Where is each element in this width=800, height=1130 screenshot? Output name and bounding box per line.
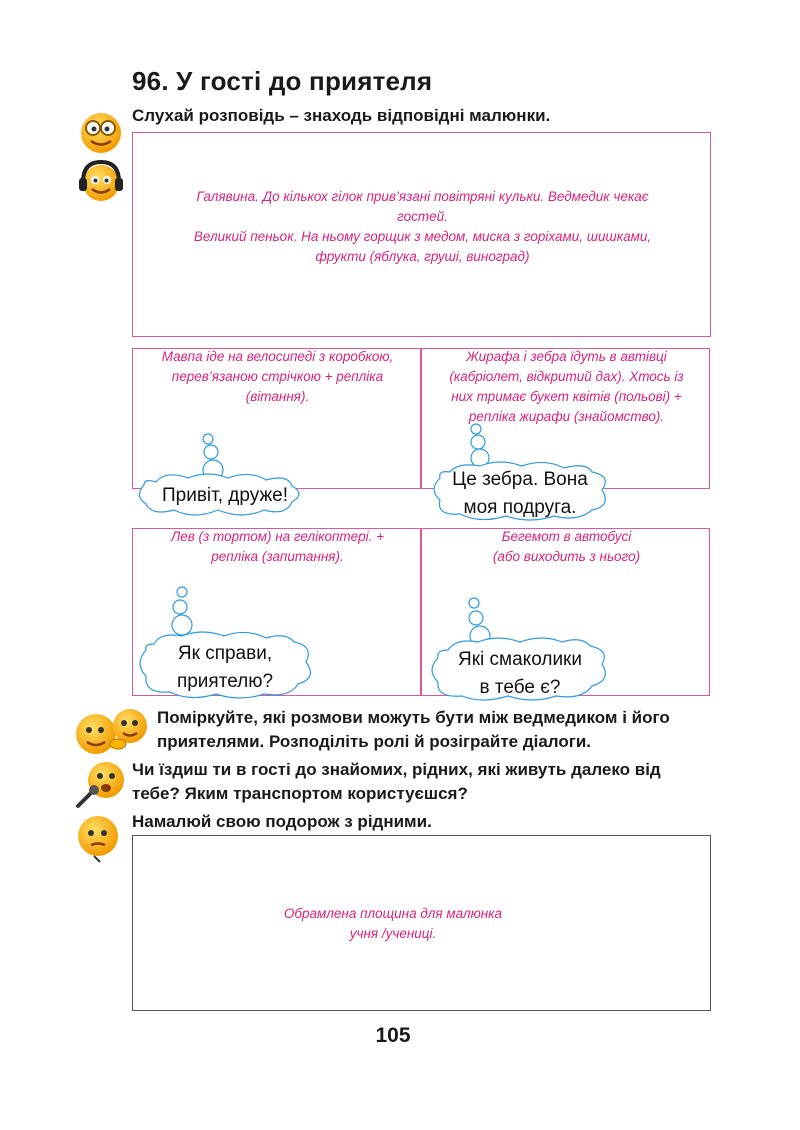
glasses-emoji-icon bbox=[76, 106, 126, 156]
lion-bubble-line: приятелю? bbox=[176, 671, 274, 692]
lion-note-line: Лев (з тортом) на гелікоптері. + bbox=[170, 529, 385, 544]
task-travel-line: тебе? Яким транспортом користуєшся? bbox=[132, 784, 468, 803]
meadow-note-line: Галявина. До кількох гілок прив’язані повітряні кульки. Ведмедик чекає bbox=[196, 189, 649, 204]
monkey-note-line: перев’язаною стрічкою + репліка bbox=[171, 369, 384, 384]
task-listen-instruction: Слухай розповідь – знаходь відповідні малюнки. bbox=[132, 106, 551, 125]
headphones-emoji-icon bbox=[76, 156, 126, 206]
monkey-bubble-text: Привіт, друже! bbox=[161, 485, 288, 506]
task-discuss-instruction bbox=[157, 706, 670, 754]
lion-bubble-line: Як справи, bbox=[177, 643, 273, 664]
meadow-note-line: фрукти (яблука, груші, виноград) bbox=[315, 249, 530, 264]
giraffe-bubble-line: моя подруга. bbox=[463, 497, 577, 518]
meadow-note-line: гостей. bbox=[397, 209, 448, 224]
giraffe-bubble-text bbox=[430, 466, 610, 522]
task-draw-instruction: Намалюй свою подорож з рідними. bbox=[132, 812, 432, 831]
thinking-emoji-icon bbox=[74, 812, 124, 864]
hippo-bubble-line: Які смаколики bbox=[458, 649, 582, 670]
giraffe-note-line: них тримає букет квітів (польові) + bbox=[451, 389, 682, 404]
microphone-emoji-icon bbox=[72, 758, 128, 810]
discussing-emojis-icon bbox=[74, 704, 154, 756]
meadow-note-line: Великий пеньок. На ньому горщик з медом, миска з горіхами, шишками, bbox=[193, 229, 652, 244]
hippo-note-line: (або виходить з нього) bbox=[492, 549, 641, 564]
meadow-picture-frame bbox=[132, 132, 711, 337]
monkey-note-line: (вітання). bbox=[245, 389, 310, 404]
giraffe-note-line: репліка жирафи (знайомство). bbox=[468, 409, 665, 424]
drawing-note-line: Обрамлена площина для малюнка bbox=[283, 906, 503, 921]
hippo-bubble-text bbox=[430, 646, 610, 702]
page-number: 105 bbox=[375, 1024, 411, 1047]
lion-bubble-text bbox=[140, 640, 310, 696]
drawing-note-line: учня /учениці. bbox=[349, 926, 437, 941]
hippo-bubble-line: в тебе є? bbox=[479, 677, 561, 698]
task-travel-line: Чи їздиш ти в гості до знайомих, рідних, які живуть далеко від bbox=[132, 760, 661, 779]
giraffe-note-line: Жирафа і зебра їдуть в автівці bbox=[466, 349, 667, 364]
lion-note-line: репліка (запитання). bbox=[211, 549, 344, 564]
giraffe-bubble-line: Це зебра. Вона bbox=[452, 469, 588, 490]
giraffe-note-line: (кабріолет, відкритий дах). Хтось із bbox=[449, 369, 684, 384]
task-discuss-line: приятелями. Розподіліть ролі й розіграйте діалоги. bbox=[157, 732, 592, 751]
drawing-area-frame[interactable] bbox=[132, 835, 711, 1011]
task-discuss-line: Поміркуйте, які розмови можуть бути між ведмедиком і його bbox=[157, 708, 670, 727]
monkey-note-line: Мавпа іде на велосипеді з коробкою, bbox=[161, 349, 394, 364]
page-title: 96. У гості до приятеля bbox=[132, 66, 433, 96]
hippo-note-line: Бегемот в автобусі bbox=[501, 529, 632, 544]
task-travel-question bbox=[132, 758, 661, 806]
